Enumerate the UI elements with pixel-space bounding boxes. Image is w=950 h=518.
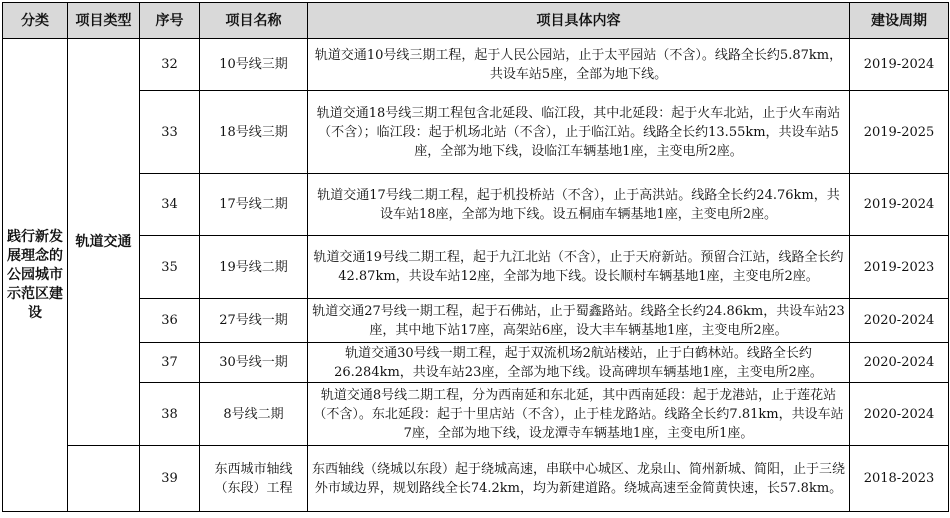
seq-cell: 32 xyxy=(140,39,200,91)
header-seq: 序号 xyxy=(140,3,200,39)
content-cell: 轨道交通18号线三期工程包含北延段、临江段，其中北延段：起于火车北站，止于火车南站（不含）；临江段：起于机场北站（不含），止于临江站。线路全长约13.55km，共设车站5座，全部为地下线，设临江车辆基地1座，主变电所2座。 xyxy=(308,91,850,174)
header-period: 建设周期 xyxy=(850,3,949,39)
period-cell: 2019-2025 xyxy=(850,91,949,174)
content-cell: 轨道交通10号线三期工程，起于人民公园站，止于太平园站（不含）。线路全长约5.87km，共设车站5座，全部为地下线。 xyxy=(308,39,850,91)
name-cell: 18号线三期 xyxy=(200,91,308,174)
period-cell: 2018-2023 xyxy=(850,446,949,512)
period-cell: 2019-2023 xyxy=(850,236,949,299)
header-type: 项目类型 xyxy=(68,3,140,39)
content-cell: 轨道交通30号线一期工程，起于双流机场2航站楼站，止于白鹤林站。线路全长约26.284km，共设车站23座，全部为地下线。设高碑坝车辆基地1座，主变电所2座。 xyxy=(308,343,850,383)
name-cell: 8号线二期 xyxy=(200,383,308,446)
table-row xyxy=(3,446,949,512)
name-cell: 27号线一期 xyxy=(200,299,308,343)
type-cell-rail: 轨道交通 xyxy=(68,39,140,446)
table-row xyxy=(3,174,949,236)
name-cell: 30号线一期 xyxy=(200,343,308,383)
table-row xyxy=(3,91,949,174)
type-cell-blank xyxy=(68,446,140,512)
name-cell: 10号线三期 xyxy=(200,39,308,91)
table-row xyxy=(3,343,949,383)
header-category: 分类 xyxy=(3,3,68,39)
period-cell: 2020-2024 xyxy=(850,383,949,446)
table-row xyxy=(3,299,949,343)
period-cell: 2019-2024 xyxy=(850,174,949,236)
seq-cell: 33 xyxy=(140,91,200,174)
seq-cell: 39 xyxy=(140,446,200,512)
seq-cell: 37 xyxy=(140,343,200,383)
seq-cell: 36 xyxy=(140,299,200,343)
content-cell: 轨道交通27号线一期工程，起于石佛站，止于蜀鑫路站。线路全长约24.86km，共设车站23座，其中地下站17座，高架站6座，设大丰车辆基地1座，主变电所2座。 xyxy=(308,299,850,343)
seq-cell: 34 xyxy=(140,174,200,236)
seq-cell: 38 xyxy=(140,383,200,446)
table-row xyxy=(3,236,949,299)
name-cell: 19号线二期 xyxy=(200,236,308,299)
period-cell: 2020-2024 xyxy=(850,299,949,343)
header-row xyxy=(3,3,949,39)
name-cell: 东西城市轴线（东段）工程 xyxy=(200,446,308,512)
table-row xyxy=(3,383,949,446)
content-cell: 轨道交通19号线二期工程，起于九江北站（不含），止于天府新站。预留合江站，线路全长约42.87km，共设车站12座，全部为地下线。设长顺村车辆基地1座，主变电所2座。 xyxy=(308,236,850,299)
content-cell: 轨道交通8号线二期工程，分为西南延和东北延，其中西南延段：起于龙港站，止于莲花站（不含）。东北延段：起于十里店站（不含），止于桂龙路站。线路全长约7.81km，共设车站7座，全部为地下线，设龙潭寺车辆基地1座，主变电所1座。 xyxy=(308,383,850,446)
period-cell: 2020-2024 xyxy=(850,343,949,383)
period-cell: 2019-2024 xyxy=(850,39,949,91)
content-cell: 东西轴线（绕城以东段）起于绕城高速，串联中心城区、龙泉山、简州新城、简阳，止于三绕外市域边界，规划路线全长74.2km，均为新建道路。绕城高速至金简黄快速，长57.8km。 xyxy=(308,446,850,512)
content-cell: 轨道交通17号线二期工程，起于机投桥站（不含），止于高洪站。线路全长约24.76km，共设车站18座，全部为地下线。设五桐庙车辆基地1座，主变电所2座。 xyxy=(308,174,850,236)
name-cell: 17号线二期 xyxy=(200,174,308,236)
category-cell: 践行新发展理念的公园城市示范区建设 xyxy=(3,39,68,512)
header-content: 项目具体内容 xyxy=(308,3,850,39)
header-name: 项目名称 xyxy=(200,3,308,39)
project-table xyxy=(2,2,949,512)
seq-cell: 35 xyxy=(140,236,200,299)
table-row xyxy=(3,39,949,91)
